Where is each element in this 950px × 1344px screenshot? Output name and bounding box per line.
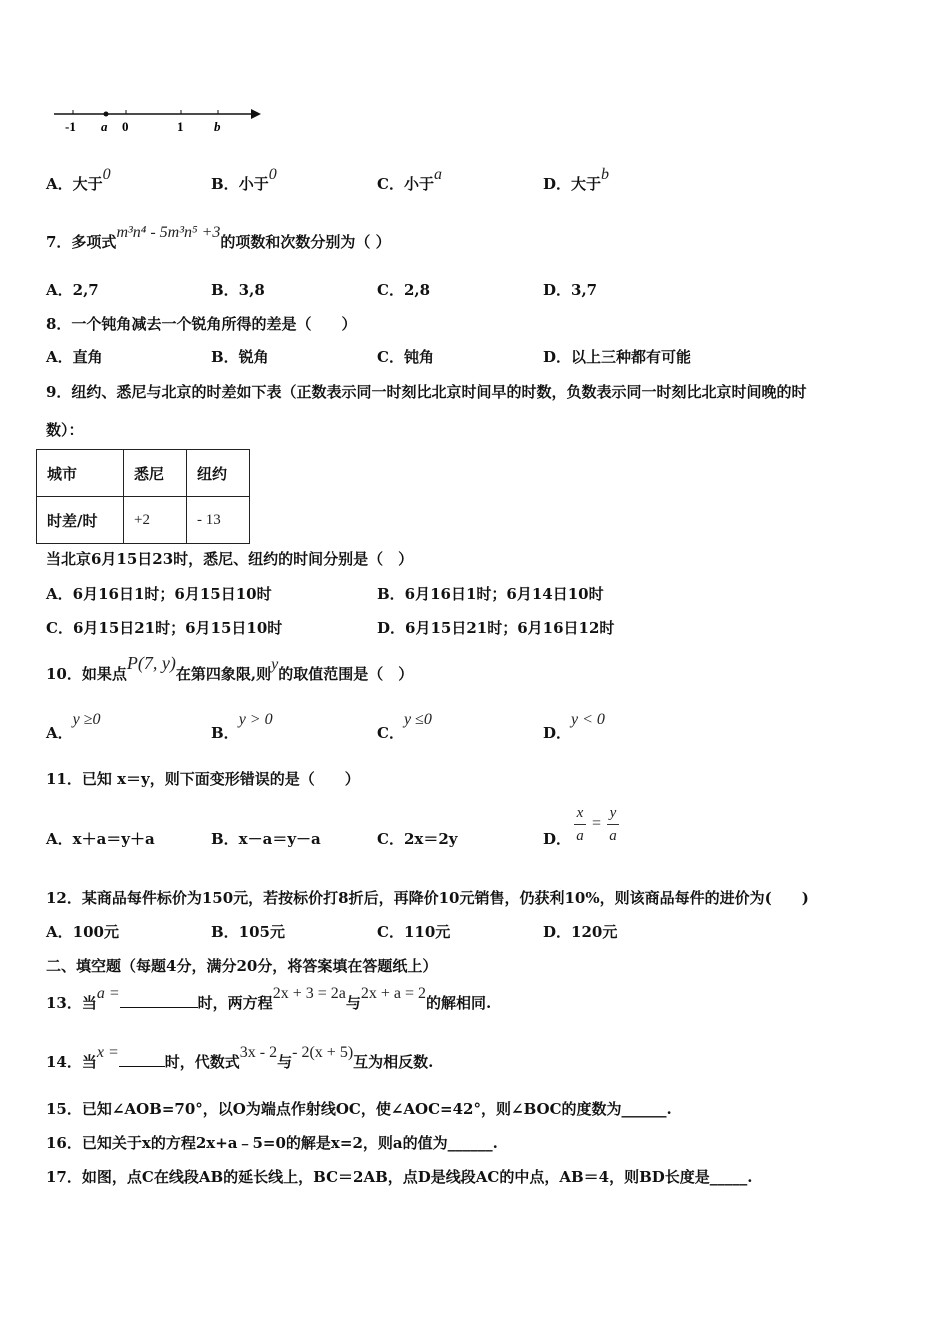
number-line bbox=[48, 100, 268, 140]
q8-option-c[interactable]: C．钝角 bbox=[377, 348, 434, 366]
table-cell: 纽约 bbox=[187, 450, 250, 497]
answer-blank[interactable] bbox=[119, 1052, 165, 1067]
q12-option-a[interactable]: A．100元 bbox=[46, 923, 119, 941]
table-cell: - 13 bbox=[187, 497, 250, 544]
q12-option-d[interactable]: D．120元 bbox=[543, 923, 618, 941]
q9-option-b[interactable]: B．6月16日1时；6月14日10时 bbox=[377, 585, 604, 603]
q17-stem: 17．如图，点C在线段AB的延长线上，BC＝2AB，点D是线段AC的中点，AB＝4，则BD长度是_____. bbox=[46, 1168, 753, 1186]
q6-option-c[interactable]: C．小于a bbox=[377, 166, 442, 193]
q7-option-a[interactable]: A．2,7 bbox=[46, 281, 99, 299]
table-cell: 悉尼 bbox=[124, 450, 187, 497]
q11-option-b[interactable]: B．x－a＝y－a bbox=[211, 830, 321, 848]
q9-stem-line1: 9．纽约、悉尼与北京的时差如下表（正数表示同一时刻比北京时间早的时数，负数表示同一时刻比北京时间晚的时 bbox=[46, 383, 807, 401]
q13-stem: 13．当a =时，两方程2x + 3 = 2a与2x + a = 2的解相同. bbox=[46, 985, 492, 1012]
q7-option-d[interactable]: D．3,7 bbox=[543, 281, 598, 299]
q11-stem: 11．已知 x＝y，则下面变形错误的是（ ） bbox=[46, 770, 360, 788]
table-row bbox=[37, 450, 250, 497]
q6-option-a[interactable]: A．大于0 bbox=[46, 166, 111, 193]
q15-stem: 15．已知∠AOB=70°，以O为端点作射线OC，使∠AOC=42°，则∠BOC的度数为______. bbox=[46, 1100, 672, 1118]
fraction-equals: = bbox=[592, 815, 602, 832]
q16-stem: 16．已知关于x的方程2x+a﹣5=0的解是x=2，则a的值为______. bbox=[46, 1134, 498, 1152]
table-cell: +2 bbox=[124, 497, 187, 544]
q11-option-a[interactable]: A．x＋a＝y＋a bbox=[46, 830, 155, 848]
table-cell: 时差/时 bbox=[37, 497, 124, 544]
q7-option-c[interactable]: C．2,8 bbox=[377, 281, 431, 299]
tick-label: -1 bbox=[65, 119, 76, 134]
q10-option-a[interactable]: A．y ≥0 bbox=[46, 711, 101, 742]
q12-stem: 12．某商品每件标价为150元，若按标价打8折后，再降价10元销售，仍获利10%，则该商品每件的进价为( ) bbox=[46, 889, 809, 907]
q9-option-a[interactable]: A．6月16日1时；6月15日10时 bbox=[46, 585, 272, 603]
q8-stem: 8．一个钝角减去一个锐角所得的差是（ ） bbox=[46, 315, 357, 333]
q14-stem: 14．当x =时，代数式3x - 2与- 2(x + 5)互为相反数. bbox=[46, 1044, 434, 1071]
q9-option-c[interactable]: C．6月15日21时；6月15日10时 bbox=[46, 619, 283, 637]
q6-option-d[interactable]: D．大于b bbox=[543, 166, 610, 193]
q6-option-b[interactable]: B．小于0 bbox=[211, 166, 277, 193]
q10-option-d[interactable]: D．y < 0 bbox=[543, 711, 605, 742]
q10-option-b[interactable]: B．y > 0 bbox=[211, 711, 273, 742]
q7-stem: 7．多项式m³n⁴ - 5m³n⁵ +3的项数和次数分别为（ ） bbox=[46, 224, 391, 251]
timezone-table bbox=[36, 449, 250, 544]
answer-blank[interactable] bbox=[120, 993, 198, 1008]
q9-option-d[interactable]: D．6月15日21时；6月16日12时 bbox=[377, 619, 615, 637]
table-row bbox=[37, 497, 250, 544]
tick-label: 0 bbox=[122, 119, 129, 134]
tick-label: b bbox=[214, 119, 221, 134]
section-heading: 二、填空题（每题4分，满分20分，将答案填在答题纸上） bbox=[46, 957, 438, 975]
q9-question: 当北京6月15日23时，悉尼、纽约的时间分别是（ ） bbox=[46, 550, 414, 568]
fraction-x-over-a: x a bbox=[574, 804, 586, 845]
fraction-y-over-a: y a bbox=[607, 804, 619, 845]
q12-option-b[interactable]: B．105元 bbox=[211, 923, 285, 941]
q8-option-a[interactable]: A．直角 bbox=[46, 348, 103, 366]
q10-option-c[interactable]: C．y ≤0 bbox=[377, 711, 432, 742]
q11-option-d-label[interactable]: D． bbox=[543, 830, 572, 848]
q8-option-d[interactable]: D．以上三种都有可能 bbox=[543, 348, 692, 366]
tick-label: 1 bbox=[177, 119, 184, 134]
table-cell: 城市 bbox=[37, 450, 124, 497]
q7-option-b[interactable]: B．3,8 bbox=[211, 281, 265, 299]
q8-option-b[interactable]: B．锐角 bbox=[211, 348, 269, 366]
q12-option-c[interactable]: C．110元 bbox=[377, 923, 451, 941]
q11-option-c[interactable]: C．2x＝2y bbox=[377, 830, 458, 848]
tick-label: a bbox=[101, 119, 108, 134]
q10-stem: 10．如果点P(7, y)在第四象限,则y的取值范围是（ ） bbox=[46, 653, 414, 683]
q9-stem-line2: 数）： bbox=[46, 421, 84, 439]
